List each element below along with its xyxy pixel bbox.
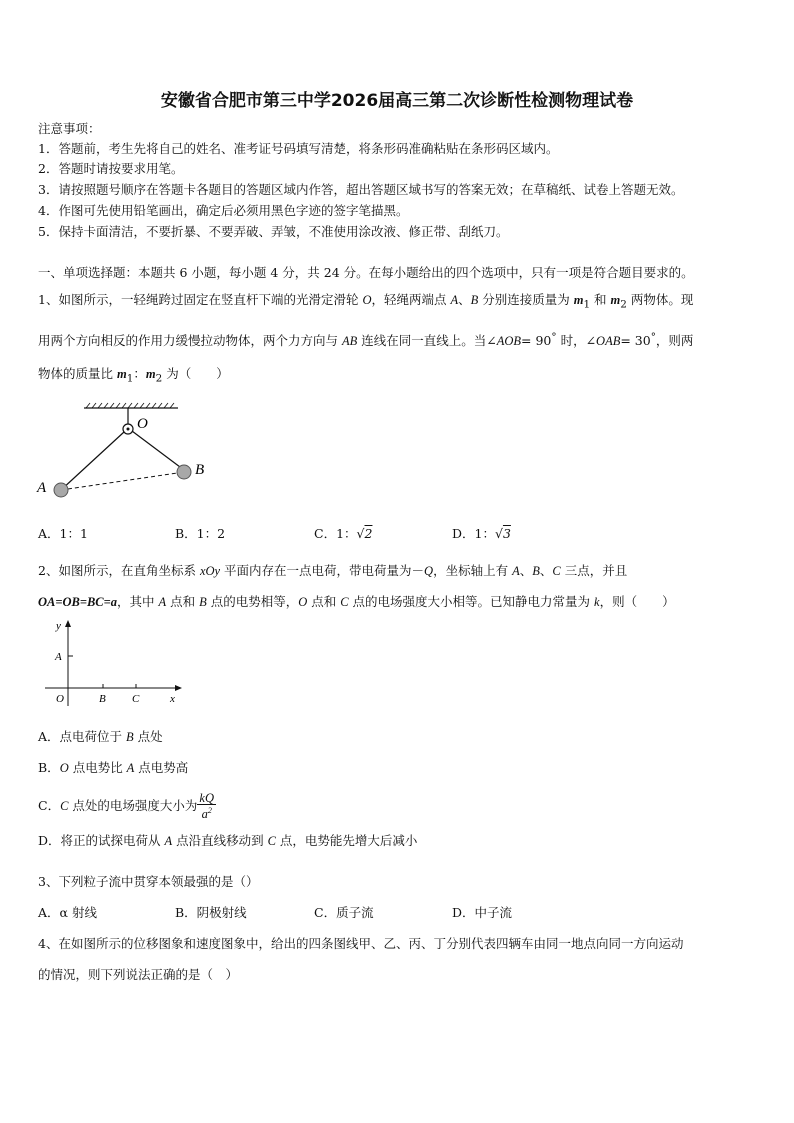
label-b: B [195,462,205,478]
page-title: 安徽省合肥市第三中学2026届高三第二次诊断性检测物理试卷 [160,91,634,111]
note-item: 4．作图可先使用铅笔画出，确定后必须用黑色字迹的签字笔描黑。 [38,203,409,218]
note-item: 1．答题前，考生先将自己的姓名、准考证号码填写清楚，将条形码准确粘贴在条形码区域内。 [38,141,559,156]
q4-stem-line2: 的情况，则下列说法正确的是（ ） [38,967,239,982]
q1-option-d[interactable]: D．1：√3 [452,526,511,541]
label-a: A [55,651,62,663]
q2-option-a[interactable]: A．点电荷位于 B 点处 [38,729,163,744]
fraction-kq-a2: $\frac{kQ}{a^2}$ [199,791,214,822]
label-o: O [56,693,64,705]
q1-stem-line3: 物体的质量比 $m_1$：$m_2$ 为（ ） [38,366,229,385]
label-y: y [56,620,61,632]
q2-stem-line1: 2、如图所示，在直角坐标系 xOy 平面内存在一点电荷，带电荷量为－Q，坐标轴上有 A、B、C 三点，并且 [38,563,628,578]
label-c: C [132,693,140,705]
q3-stem: 3、下列粒子流中贯穿本领最强的是（） [38,874,259,889]
q1-option-c[interactable]: C．1：√2 [314,526,373,541]
section-heading: 一、单项选择题：本题共 6 小题，每小题 4 分，共 24 分。在每小题给出的四个选项中，只有一项是符合题目要求的。 [38,265,694,280]
ball-a [54,483,68,497]
ball-b [177,465,191,479]
label-x: x [170,693,175,705]
ceiling-hatch [86,403,174,408]
q3-option-d[interactable]: D．中子流 [452,905,513,920]
rope-ob [132,431,184,470]
q3-option-a[interactable]: A．α 射线 [38,905,97,920]
pulley-axle [127,428,130,431]
rope-oa [61,432,124,490]
dashed-ab [61,472,184,490]
y-arrow [65,620,71,627]
q1-stem-line2: 用两个方向相反的作用力缓慢拉动物体，两个力方向与 AB 连线在同一直线上。当∠AOB= 90° 时，∠OAB= 30°，则两 [38,331,694,349]
q3-option-c[interactable]: C．质子流 [314,905,374,920]
q1-option-a[interactable]: A．1：1 [38,526,88,541]
q1-option-b[interactable]: B．1：2 [175,526,226,541]
q2-option-c[interactable]: C．C 点处的电场强度大小为 $\frac{kQ}{a^2}$ [38,791,214,822]
q2-coordinate-figure [40,618,190,713]
note-item: 2．答题时请按要求用笔。 [38,161,184,176]
note-item: 3．请按照题号顺序在答题卡各题目的答题区域内作答，超出答题区域书写的答案无效；在草稿纸、试卷上答题无效。 [38,182,684,197]
q2-option-b[interactable]: B．O 点电势比 A 点电势高 [38,760,189,775]
q1-pulley-figure [30,398,205,508]
q2-stem-line2: OA=OB=BC=a，其中 A 点和 B 点的电势相等，O 点和 C 点的电场强度大小相等。已知静电力常量为 k，则（ ） [38,594,675,609]
x-arrow [175,685,182,691]
label-o: O [137,416,148,432]
q4-stem-line1: 4、在如图所示的位移图象和速度图象中，给出的四条图线甲、乙、丙、丁分别代表四辆车由同一地点向同一方向运动 [38,936,684,951]
notes-heading: 注意事项： [38,121,101,136]
q3-option-b[interactable]: B．阴极射线 [175,905,247,920]
label-b: B [99,693,106,705]
label-a: A [37,480,47,496]
note-item: 5．保持卡面清洁，不要折暴、不要弄破、弄皱，不准使用涂改液、修正带、刮纸刀。 [38,224,509,239]
q2-option-d[interactable]: D．将正的试探电荷从 A 点沿直线移动到 C 点，电势能先增大后减小 [38,833,418,848]
q1-stem-line1: 1、如图所示，一轻绳跨过固定在竖直杆下端的光滑定滑轮 O，轻绳两端点 A、B 分别连接质量为 $m_1$ 和 $m_2$ 两物体。现 [38,292,694,311]
